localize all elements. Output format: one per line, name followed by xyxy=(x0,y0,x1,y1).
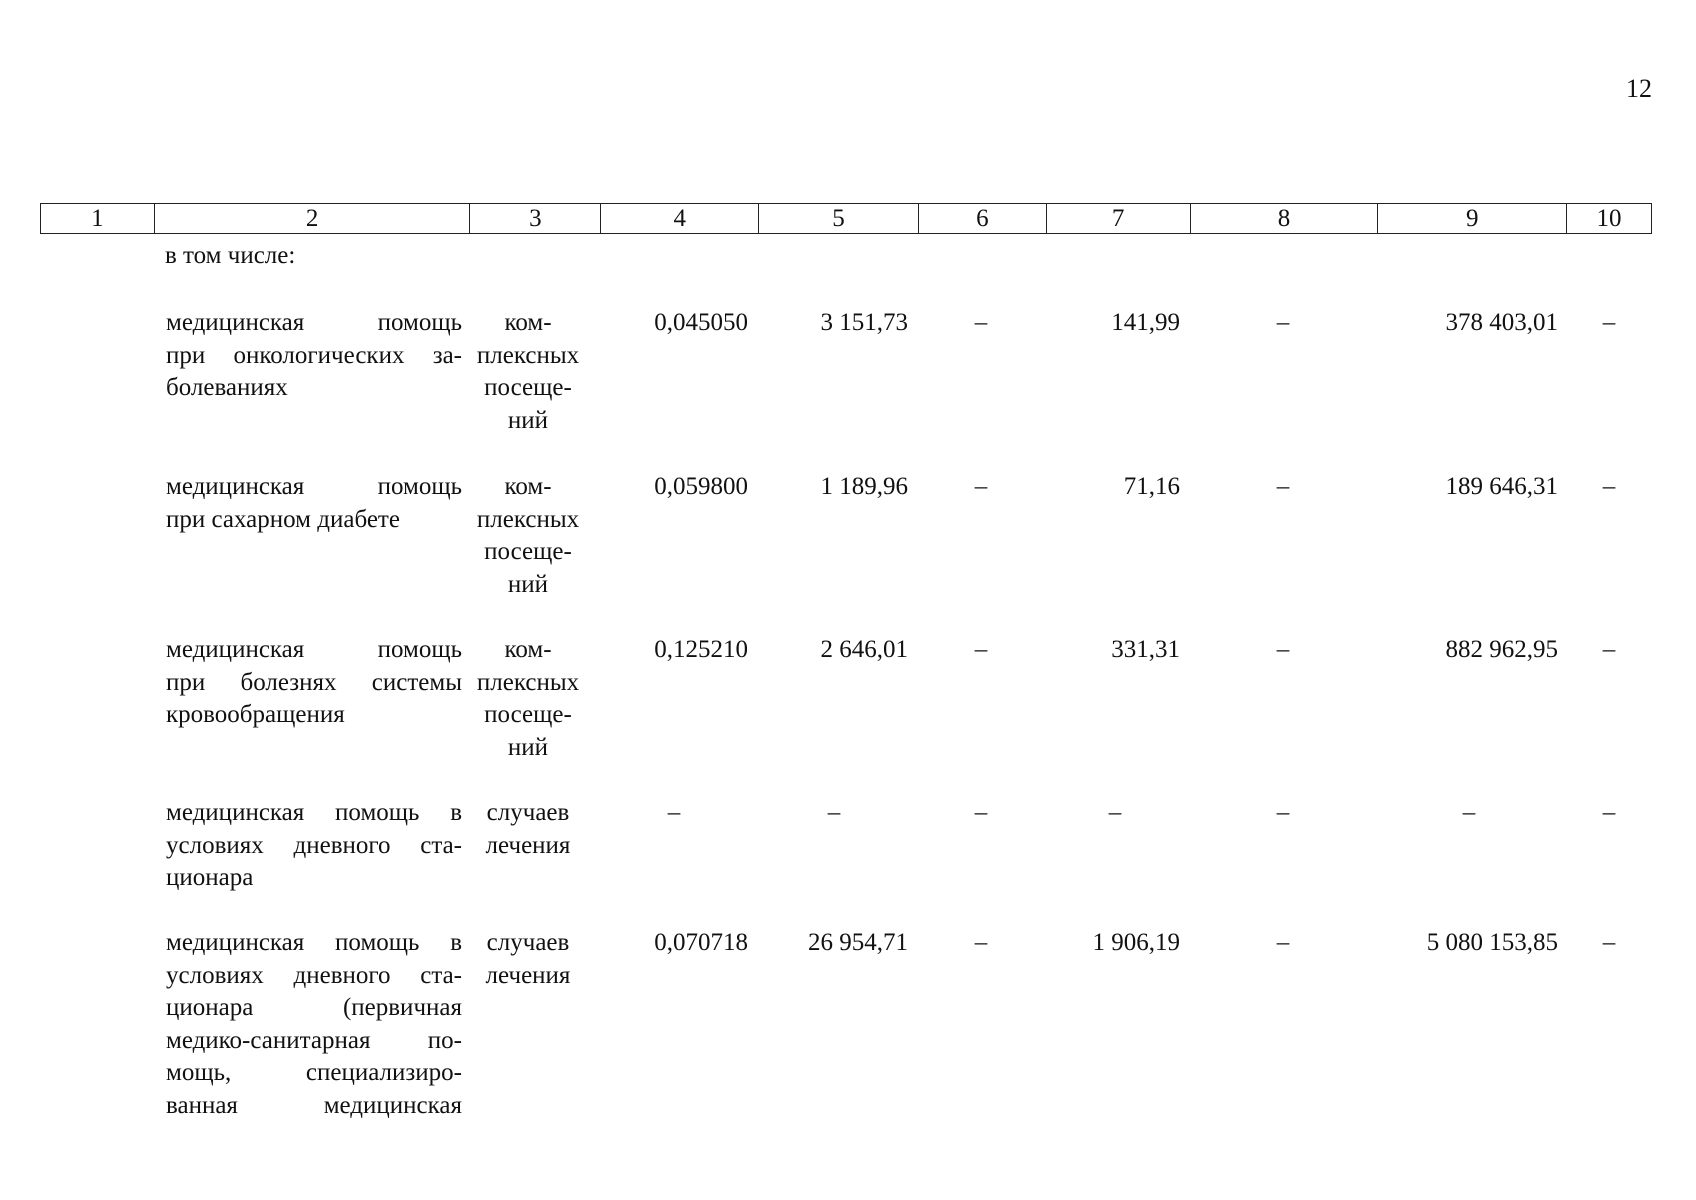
row-unit xyxy=(464,307,592,437)
row-unit-line: ком- xyxy=(504,473,552,500)
row-unit-line: ний xyxy=(507,733,549,761)
row-name-line: ционара (первичная xyxy=(166,994,462,1021)
header-cell-7: 7 xyxy=(1047,204,1191,233)
row-col-8: – xyxy=(1276,309,1290,336)
row-unit-line: лечения xyxy=(485,831,571,859)
row-col-5: 1 189,96 xyxy=(820,473,908,500)
row-unit-line: лечения xyxy=(485,961,571,989)
header-cell-3: 3 xyxy=(470,204,601,233)
row-col-5: 26 954,71 xyxy=(808,929,908,956)
row-col-8: – xyxy=(1276,636,1290,663)
header-cell-6: 6 xyxy=(919,204,1047,233)
row-name xyxy=(166,634,462,732)
row-name-line: условиях дневного ста- xyxy=(166,831,462,859)
row-name-line: болеваниях xyxy=(166,374,288,401)
row-col-5: 3 151,73 xyxy=(820,309,908,336)
row-col-9: 882 962,95 xyxy=(1445,636,1558,663)
row-col-5: – xyxy=(827,799,841,826)
row-col-6: – xyxy=(974,309,988,336)
header-cell-1: 1 xyxy=(41,204,155,233)
row-col-9: 5 080 153,85 xyxy=(1426,929,1558,956)
row-col-6: – xyxy=(974,636,988,663)
row-unit-line: ний xyxy=(507,406,549,434)
header-cell-8: 8 xyxy=(1191,204,1379,233)
row-unit-line: плексных xyxy=(476,341,580,369)
row-name-line: медицинская помощь в xyxy=(166,799,462,826)
row-col-4: 0,070718 xyxy=(654,929,748,956)
row-col-4: 0,059800 xyxy=(654,473,748,500)
row-unit-line: посеще- xyxy=(484,374,572,401)
header-cell-5: 5 xyxy=(759,204,919,233)
row-unit-line: ком- xyxy=(504,309,552,336)
row-name-line: при сахарном диабете xyxy=(166,505,400,533)
row-col-6: – xyxy=(974,929,988,956)
row-unit-line: случаев xyxy=(486,929,570,956)
row-col-9: – xyxy=(1462,799,1476,826)
row-col-4: – xyxy=(667,799,681,826)
row-name-line: ционара xyxy=(166,864,254,891)
row-name-line: медико-санитарная по- xyxy=(166,1026,462,1054)
row-unit-line: ний xyxy=(507,570,549,598)
row-col-8: – xyxy=(1276,799,1290,826)
row-col-5: 2 646,01 xyxy=(820,636,908,663)
header-cell-4: 4 xyxy=(601,204,759,233)
row-name-line: медицинская помощь в xyxy=(166,929,462,956)
row-unit-line: посеще- xyxy=(484,538,572,565)
row-col-10: – xyxy=(1602,636,1616,663)
row-name xyxy=(166,471,462,536)
header-cell-10: 10 xyxy=(1596,204,1622,232)
row-col-7: 71,16 xyxy=(1123,473,1180,500)
header-cell-2: 2 xyxy=(155,204,471,233)
row-unit-line: плексных xyxy=(476,505,580,533)
row-col-6: – xyxy=(974,473,988,500)
row-unit xyxy=(464,471,592,601)
row-col-10: – xyxy=(1602,799,1616,826)
row-col-10: – xyxy=(1602,309,1616,336)
row-name-line: медицинская помощь xyxy=(166,309,462,336)
row-name xyxy=(166,307,462,405)
row-name-line: медицинская помощь xyxy=(166,473,462,500)
row-col-8: – xyxy=(1276,929,1290,956)
row-name-line: кровообращения xyxy=(166,701,345,728)
row-name-line: при онкологических за- xyxy=(166,341,462,369)
row-col-10: – xyxy=(1602,473,1616,500)
row-col-6: – xyxy=(974,799,988,826)
row-col-7: – xyxy=(1108,799,1122,826)
row-unit xyxy=(464,634,592,764)
row-col-7: 141,99 xyxy=(1111,309,1180,336)
row-name xyxy=(166,797,462,895)
row-name-line: ванная медицинская xyxy=(166,1091,462,1119)
header-cell-9: 9 xyxy=(1378,204,1567,233)
row-col-9: 189 646,31 xyxy=(1445,473,1558,500)
row-col-8: – xyxy=(1276,473,1290,500)
row-name-line: при болезнях системы xyxy=(166,668,462,696)
row-col-7: 331,31 xyxy=(1111,636,1180,663)
row-unit-line: ком- xyxy=(504,636,552,663)
row-unit-line: плексных xyxy=(476,668,580,696)
row-unit xyxy=(464,797,592,862)
table-header-row xyxy=(40,203,1652,234)
subheading: в том числе: xyxy=(165,242,296,269)
row-col-9: 378 403,01 xyxy=(1445,309,1558,336)
row-unit-line: случаев xyxy=(486,799,570,826)
row-col-10: – xyxy=(1602,929,1616,956)
row-col-4: 0,045050 xyxy=(654,309,748,336)
row-unit-line: посеще- xyxy=(484,701,572,728)
page-number: 12 xyxy=(1626,74,1652,103)
row-name-line: медицинская помощь xyxy=(166,636,462,663)
row-name xyxy=(166,927,462,1122)
row-col-4: 0,125210 xyxy=(654,636,748,663)
row-name-line: мощь, специализиро- xyxy=(166,1059,462,1086)
row-col-7: 1 906,19 xyxy=(1092,929,1180,956)
row-name-line: условиях дневного ста- xyxy=(166,961,462,989)
row-unit xyxy=(464,927,592,992)
